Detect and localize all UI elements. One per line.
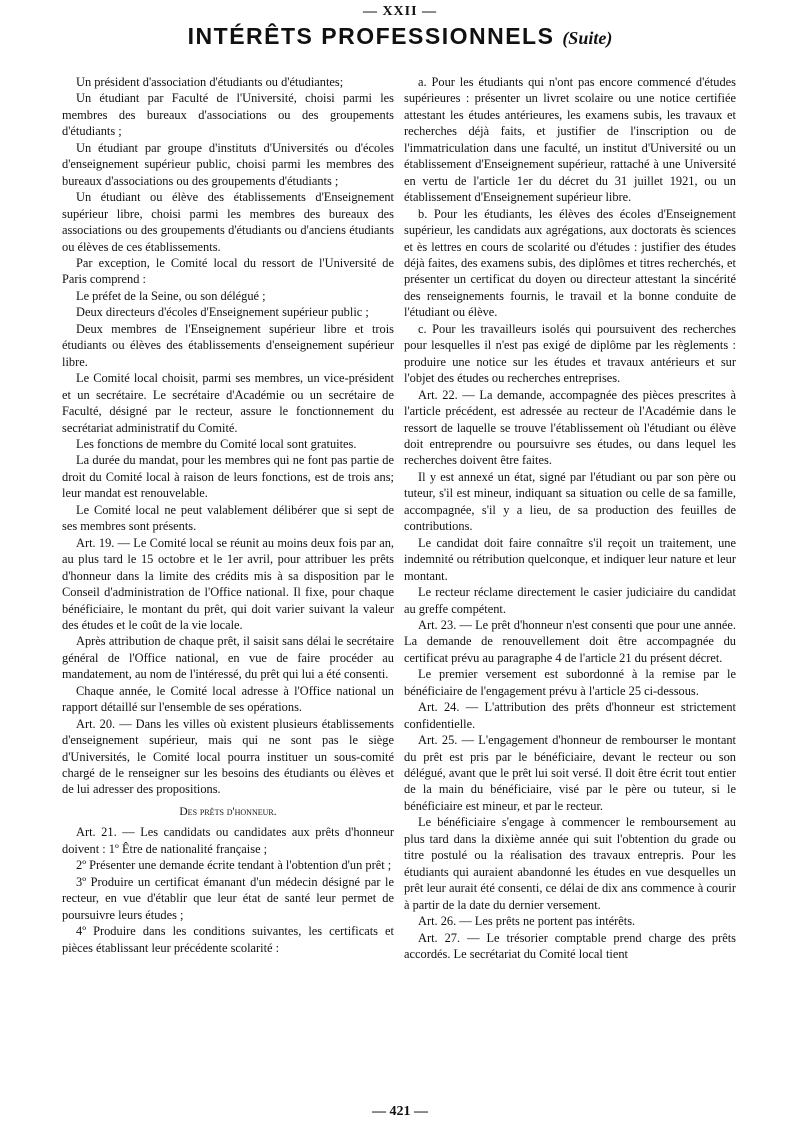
page-title <box>0 23 800 50</box>
paragraph: Art. 20. — Dans les villes où existent plusieurs établissements d'enseignement supérieur, mais qui ne sont pas le siège d'Universités, le Comité local pourra instituer un sous-comité chargé de le renseigner sur les besoins des étudiants ou élèves et de lui adresser des propositions. <box>62 716 394 797</box>
paragraph: Art. 23. — Le prêt d'honneur n'est consenti que pour une année. La demande de renouvellement doit être accompagnée du certificat prévu au paragraphe 4 de l'article 21 du présent décret. <box>404 617 736 665</box>
paragraph: Le bénéficiaire s'engage à commencer le remboursement au plus tard dans la dixième année qui suit l'obtention du grade ou titre postulé ou la réalisation des travaux entrepris. Pour les étudiants qui auraient abandonné les études en vue desquelles un prêt leur aurait été consenti, ce délai de dix ans commence à courir à partir de la date du dernier versement. <box>404 815 736 912</box>
paragraph: Art. 25. — L'engagement d'honneur de rembourser le montant du prêt est pris par le bénéficiaire, devant le recteur ou son délégué, avant que le prêt lui soit versé. Il doit être écrit tout entier de la main du bénéficiaire, visé par le père ou tuteur, si le bénéficiaire est mineur, et par le recteur. <box>404 733 736 813</box>
paragraph: Art. 27. — Le trésorier comptable prend charge des prêts accordés. Le secrétariat du Comité local tient <box>404 930 736 962</box>
paragraph: Le Comité local choisit, parmi ses membres, un vice-président et un secrétaire. Le secrétaire d'Académie ou un secrétaire de Faculté, désigné par le recteur, assure le fonctionnement du secrétariat administratif du Comité. <box>62 371 394 435</box>
right-column <box>404 74 736 1102</box>
paragraph: Art. 24. — L'attribution des prêts d'honneur est strictement confidentielle. <box>404 700 736 731</box>
paragraph: Deux directeurs d'écoles d'Enseignement supérieur public ; <box>76 305 369 320</box>
paragraph: Un président d'association d'étudiants ou d'étudiantes; <box>76 75 344 89</box>
paragraph: Le Comité local ne peut valablement délibérer que si sept de ses membres sont présents. <box>62 502 394 534</box>
left-column <box>62 74 394 1102</box>
title-text: INTÉRÊTS PROFESSIONNELS <box>187 23 555 49</box>
title-suite: (Suite) <box>562 28 613 48</box>
paragraph: Par exception, le Comité local du ressort de l'Université de Paris comprend : <box>62 255 394 287</box>
paragraph: 2º Présenter une demande écrite tendant à l'obtention d'un prêt ; <box>76 858 392 873</box>
page-number: — 421 — <box>372 1104 428 1119</box>
paragraph: Le candidat doit faire connaître s'il reçoit un traitement, une indemnité ou rétribution quelconque, et indiquer leur nature et leur montant. <box>404 535 736 583</box>
paragraph: 4º Produire dans les conditions suivantes, les certificats et pièces établissant leur précédente scolarité : <box>62 924 394 955</box>
paragraph: Après attribution de chaque prêt, il saisit sans délai le secrétaire général de l'Office national, en vue de faire procéder au mandatement, au nom de l'intéressé, du prêt qui lui a été consenti. <box>62 634 394 682</box>
paragraph: Les fonctions de membre du Comité local sont gratuites. <box>76 436 357 451</box>
paragraph: a. Pour les étudiants qui n'ont pas encore commencé d'études supérieures : présenter un livret scolaire ou une notice certifiée attestant les études antérieures, les examens subis, les travaux et recherches déjà faits, et justifier de l'inscription ou de l'immatriculation dans une faculté, un institut d'Université ou un établissement d'Enseignement supérieur, rattaché à une Université en vertu de l'article 1er du décret du 31 juillet 1921, ou un établissement d'Enseignement supérieur libre. <box>404 75 736 205</box>
paragraph: Le premier versement est subordonné à la remise par le bénéficiaire de l'engagement prévu à l'article 25 ci-dessous. <box>404 667 736 698</box>
paragraph: Deux membres de l'Enseignement supérieur libre et trois étudiants ou élèves des établissements d'enseignement supérieur libre. <box>62 321 394 369</box>
paragraph: Art. 21. — Les candidats ou candidates aux prêts d'honneur doivent : 1º Être de nationalité française ; <box>62 825 394 856</box>
paragraph: Le préfet de la Seine, ou son délégué ; <box>76 288 266 303</box>
paragraph: Un étudiant par groupe d'instituts d'Universités ou d'écoles d'enseignement supérieur public, choisi parmi les membres des bureaux d'associations ou des groupements d'étudiants ; <box>62 140 394 188</box>
paragraph: c. Pour les travailleurs isolés qui poursuivent des recherches pour lesquelles il n'est pas exigé de diplôme par les règlements : produire une notice sur les études et travaux antérieurs et sur l'objet des études ou recherches entreprises. <box>404 321 736 386</box>
section-heading: Des prêts d'honneur. <box>179 805 277 818</box>
paragraph: La durée du mandat, pour les membres qui ne font pas partie de droit du Comité local à raison de leurs fonctions, est de trois ans; leur mandat est renouvelable. <box>62 453 394 501</box>
paragraph: Art. 22. — La demande, accompagnée des pièces prescrites à l'article précédent, est adressée au recteur de l'Académie dans le ressort de laquelle se trouve l'établissement où l'étudiant ou élève doit entreprendre ou poursuivre ses études, ou dans lequel les recherches doivent être faites. <box>404 387 736 468</box>
paragraph: Un étudiant par Faculté de l'Université, choisi parmi les membres des bureaux d'associations ou des groupements d'étudiants ; <box>62 91 394 139</box>
paragraph: Il y est annexé un état, signé par l'étudiant ou par son père ou tuteur, s'il est mineur, indiquant sa situation ou celle de sa famille, accompagnée, s'il y a lieu, de sa production des feuilles de contributions. <box>404 469 736 534</box>
roman-page-number: — XXII — <box>362 4 438 19</box>
paragraph: Art. 19. — Le Comité local se réunit au moins deux fois par an, au plus tard le 15 octobre et le 1er avril, pour attribuer les prêts d'honneur dans la limite des crédits mis à sa disposition par le Conseil d'administration de l'Office national. Il fixe, pour chaque bénéficiaire, le montant du prêt, qui doit varier suivant la valeur des études et le coût de la vie locale. <box>62 535 394 632</box>
paragraph: b. Pour les étudiants, les élèves des écoles d'Enseignement supérieur, les candidats aux agrégations, aux doctorats ès sciences et ès lettres en cours de scolarité ou d'études : justifier des études déjà faites, des examens subis, des diplômes et titres recherchés, et présenter un certificat du doyen ou directeur attestant la sincérité des renseignements fournis, le travail et la bonne conduite de l'étudiant ou élève. <box>404 206 736 320</box>
paragraph: 3º Produire un certificat émanant d'un médecin désigné par le recteur, en vue d'établir que leur état de santé leur permet de poursuivre leurs études ; <box>62 874 394 922</box>
paragraph: Le recteur réclame directement le casier judiciaire du candidat au greffe compétent. <box>404 585 736 616</box>
paragraph: Un étudiant ou élève des établissements d'Enseignement supérieur libre, choisi parmi les membres des bureaux des associations ou des groupements d'étudiants ou d'anciens étudiants ou élèves de ces établissements. <box>62 190 394 254</box>
paragraph: Chaque année, le Comité local adresse à l'Office national un rapport détaillé sur l'ensemble de ses opérations. <box>62 683 394 715</box>
paragraph: Art. 26. — Les prêts ne portent pas intérêts. <box>418 914 636 929</box>
